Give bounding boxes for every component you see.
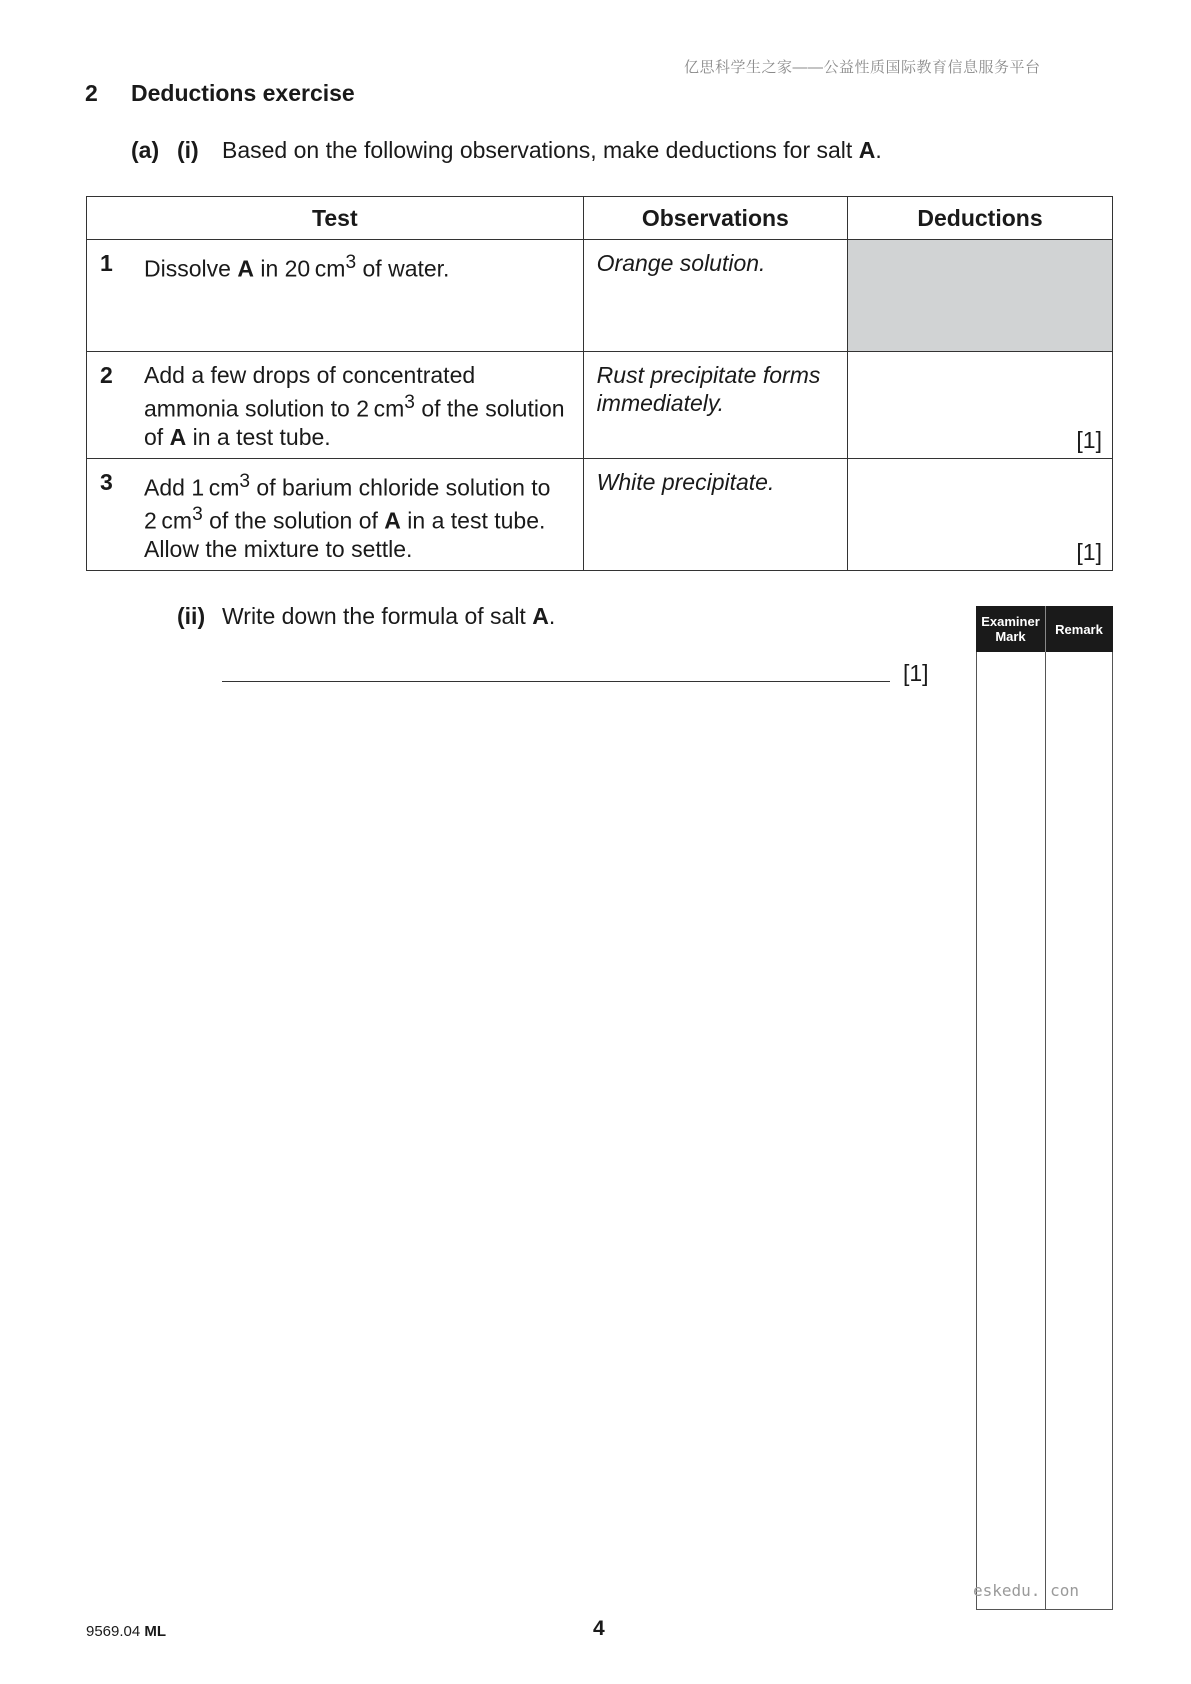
deduction-answer-cell[interactable] (848, 352, 1113, 459)
deduction-cell-shaded (848, 240, 1113, 352)
deduction-answer-cell[interactable] (848, 458, 1113, 570)
observation-cell (583, 458, 847, 570)
row-number: 1 (100, 250, 113, 276)
part-ii-label: (ii) (177, 603, 206, 629)
row-number: 3 (100, 468, 113, 495)
observation-text: Orange solution. (596, 250, 766, 276)
table-row (87, 240, 1113, 352)
examiner-remark-header: Remark (1055, 621, 1103, 637)
watermark-header: 亿思科学生之家——公益性质国际教育信息服务平台 (684, 59, 1041, 76)
observations-table (86, 196, 1113, 571)
header-deductions: Deductions (848, 197, 1113, 240)
part-a-instruction: Based on the following observations, make deductions for salt A. (222, 137, 882, 163)
question-number: 2 (85, 80, 98, 106)
table-row (87, 458, 1113, 570)
header-test: Test (87, 197, 584, 240)
observation-cell (583, 240, 847, 352)
paper-code: 9569.04 ML (86, 1623, 167, 1640)
test-cell (87, 352, 584, 459)
examiner-column-divider (1045, 652, 1046, 1610)
test-cell (87, 240, 584, 352)
test-description: Add 1 $cm^3$ of barium chloride solution to 2 $cm^3$ of the solution of A in a test tube. Allow the mixture to settle. (144, 470, 551, 562)
table-header-row (87, 197, 1113, 240)
page-number: 4 (593, 1617, 605, 1640)
part-a-label: (a) (131, 137, 160, 163)
question-title: Deductions exercise (131, 80, 355, 106)
test-description: Add a few drops of concentrated ammonia solution to 2 $cm^3$ of the solution of A in a test tube. (144, 362, 565, 450)
watermark-footer: eskedu. con (973, 1581, 1079, 1600)
table-row (87, 352, 1113, 459)
header-observations: Observations (583, 197, 847, 240)
mark-allocation: [1] (1076, 426, 1102, 453)
row-number: 2 (100, 362, 113, 388)
observation-cell (583, 352, 847, 459)
answer-line[interactable] (222, 681, 890, 682)
test-description: Dissolve A in 20 $cm^3$ of water. (144, 252, 450, 282)
test-cell (87, 458, 584, 570)
observation-text: Rust precipitate forms immediately. (596, 362, 821, 416)
mark-allocation: [1] (903, 660, 929, 686)
part-i-label: (i) (177, 137, 199, 163)
observation-text: White precipitate. (596, 468, 775, 495)
mark-allocation: [1] (1076, 538, 1102, 565)
examiner-mark-header: Examiner Mark (981, 614, 1040, 644)
part-ii-instruction: Write down the formula of salt A. (222, 603, 556, 629)
